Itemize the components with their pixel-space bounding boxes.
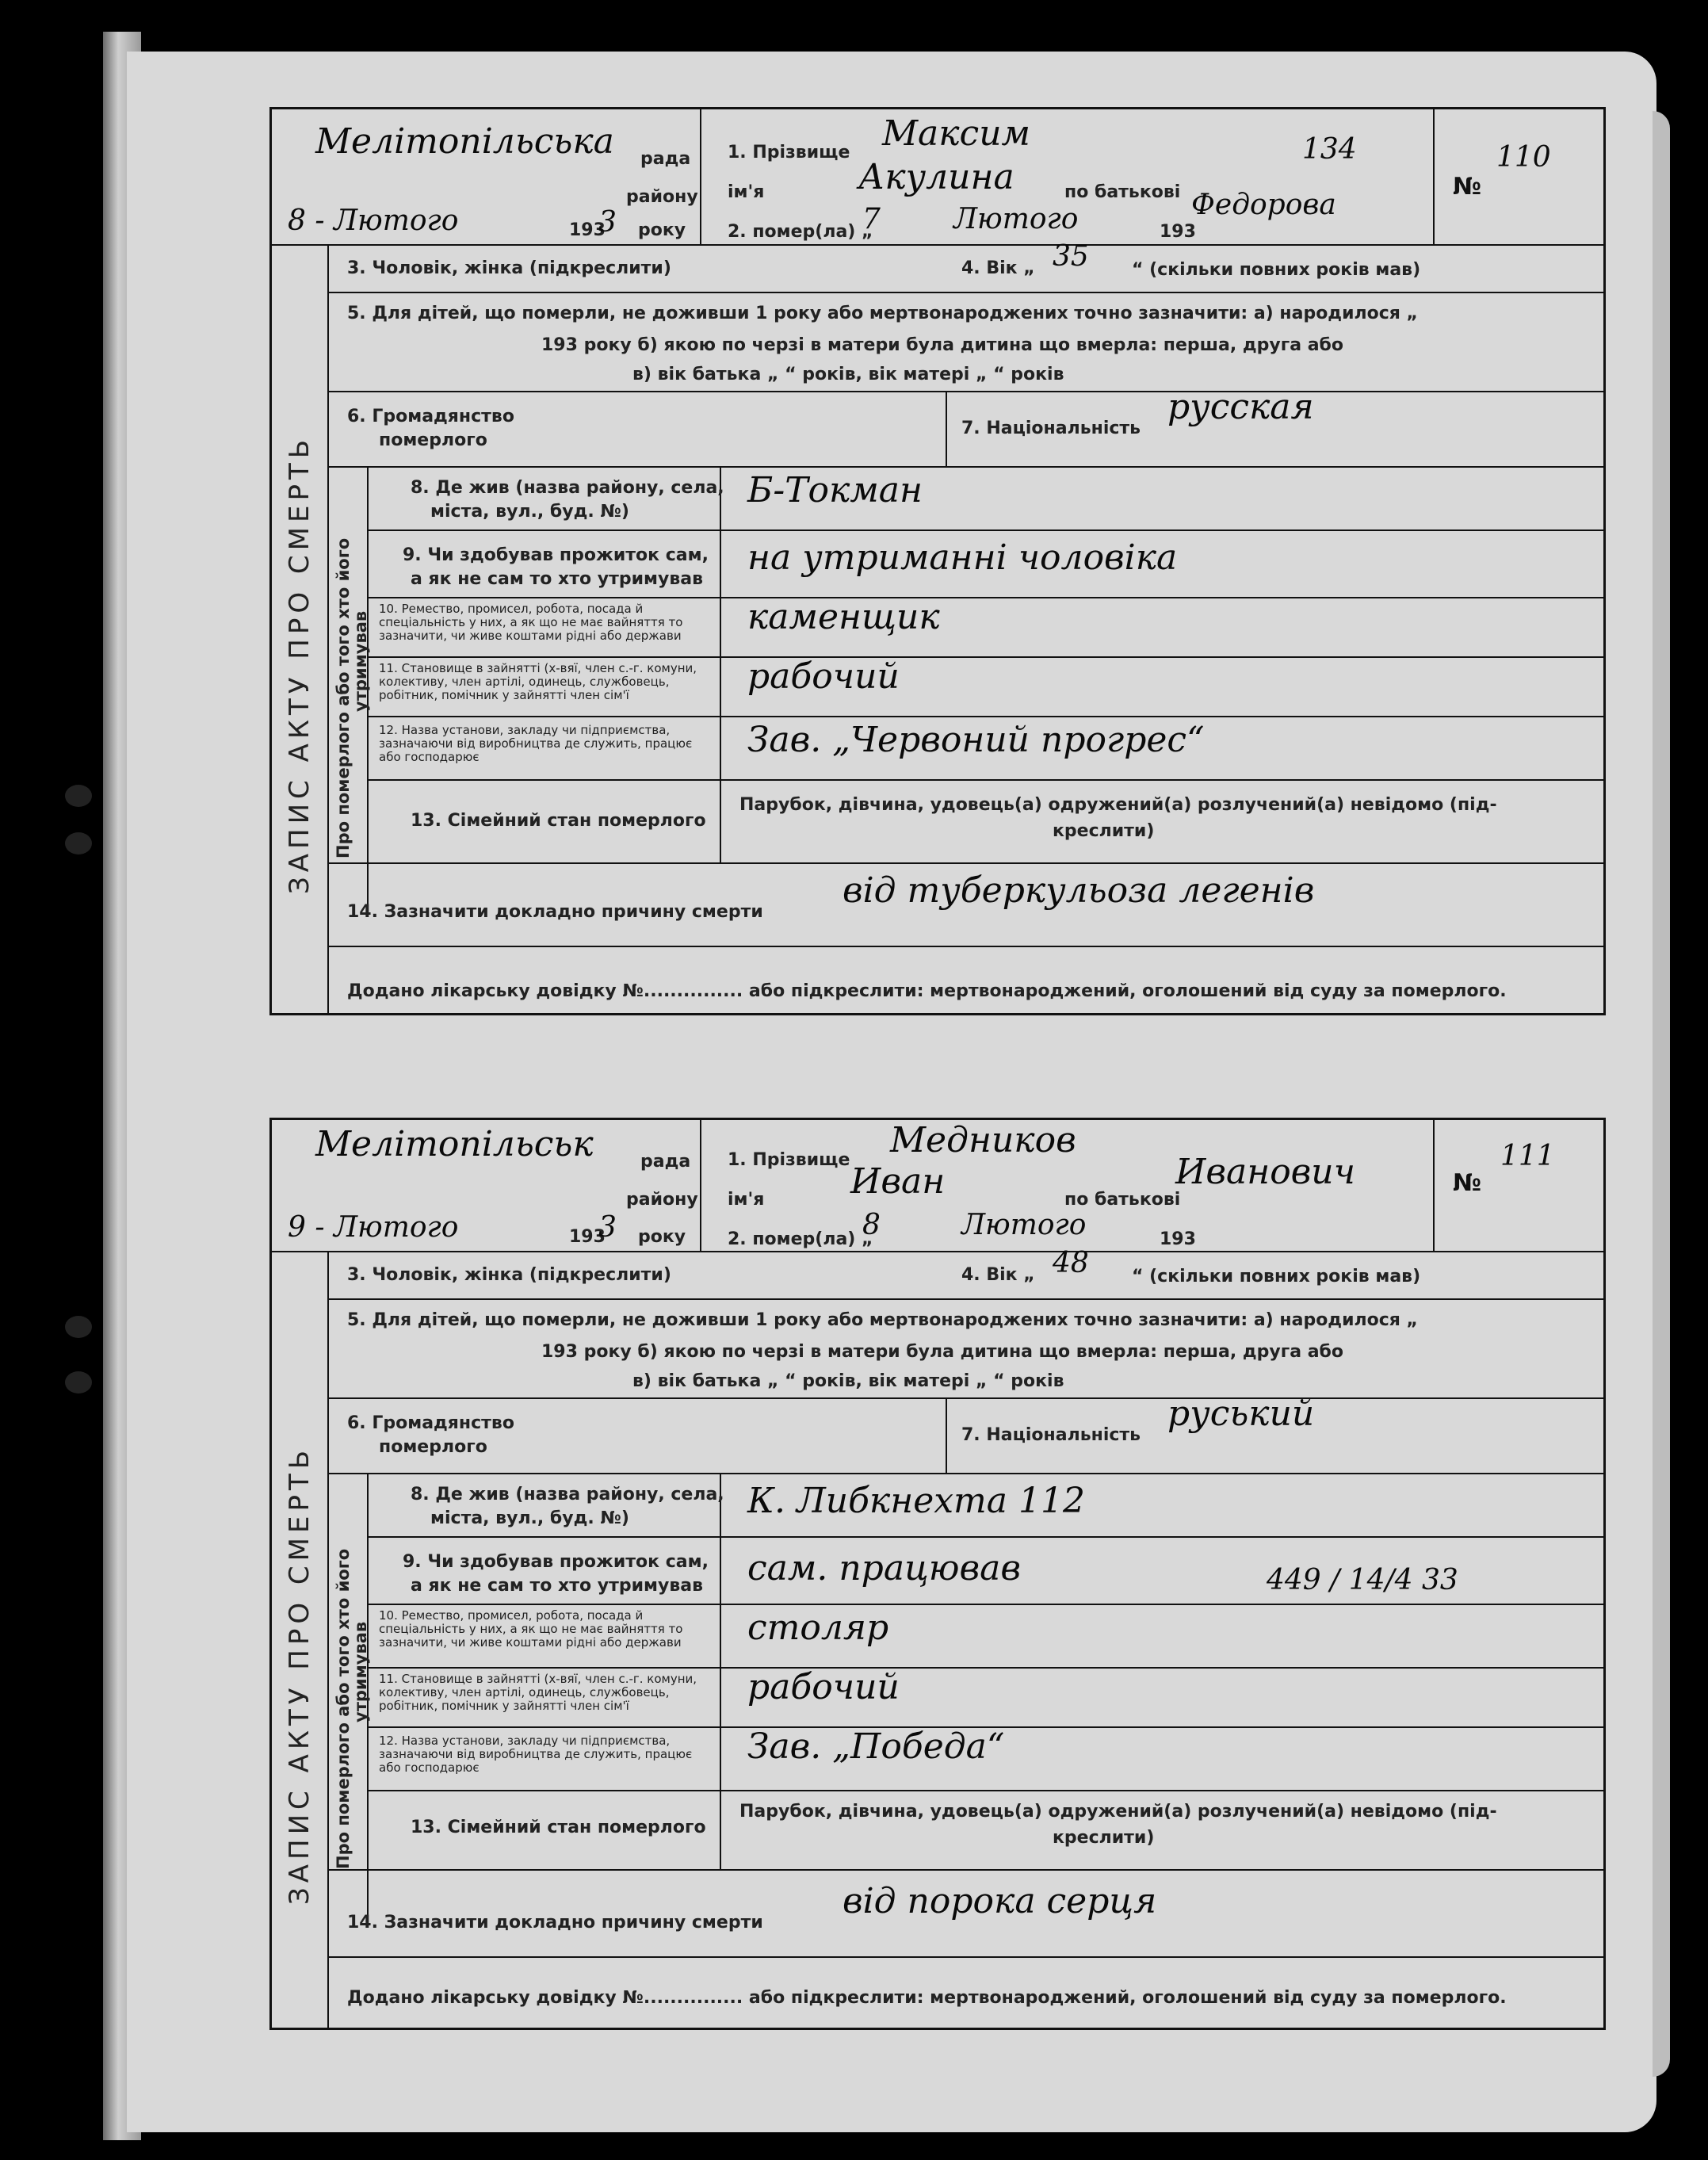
number-sign: № bbox=[1453, 173, 1482, 201]
field-14-label: 14. Зазначити докладно причину смерти bbox=[347, 1913, 763, 1933]
field-6-label-b: померлого bbox=[379, 1437, 487, 1457]
registration-year: 3 bbox=[598, 206, 617, 239]
page-edge bbox=[1653, 111, 1670, 2077]
registration-year: 3 bbox=[598, 1211, 617, 1244]
field-4-label: 4. Вік „ bbox=[961, 1265, 1035, 1285]
workplace-value: Зав. „Победа“ bbox=[747, 1726, 1005, 1767]
field-13-label: 13. Сімейний стан померлого bbox=[411, 811, 706, 831]
field-5-line2: 193 року б) якою по черзі в матери була дитина що вмерла: перша, друга або bbox=[541, 1342, 1344, 1362]
field-13-options: Парубок, дівчина, удовець(а) одружений(а) розлучений(а) невідомо (під- bbox=[739, 1802, 1497, 1822]
surname-label: 1. Прізвище bbox=[728, 1150, 850, 1170]
occupation-value: каменщик bbox=[747, 597, 940, 637]
side-subtitle-2: утримував bbox=[351, 1621, 370, 1722]
died-label: 2. помер(ла) „ bbox=[728, 1229, 873, 1249]
residence-value: Б-Токман bbox=[747, 470, 923, 510]
workplace-value: Зав. „Червоний прогрес“ bbox=[747, 720, 1205, 760]
footer-text: Додано лікарську довідку №............... або підкреслити: мертвонароджений, оголошений від суду за померлого. bbox=[347, 981, 1507, 1001]
roku-label: року bbox=[638, 1227, 686, 1247]
field-5-line3: в) вік батька „ “ років, вік матері „ “ років bbox=[632, 365, 1064, 384]
support-value: сам. працював bbox=[747, 1548, 1021, 1588]
name-value: Акулина bbox=[858, 157, 1014, 197]
position-value: рабочий bbox=[747, 656, 900, 697]
roku-label: року bbox=[638, 220, 686, 240]
residence-value: К. Либкнехта 112 bbox=[747, 1481, 1085, 1521]
patronymic-label: по батькові bbox=[1064, 182, 1181, 202]
name-label: ім'я bbox=[728, 1190, 765, 1210]
field-8-label-b: міста, вул., буд. №) bbox=[430, 1508, 629, 1528]
field-9-label-b: а як не сам то хто утримував bbox=[411, 569, 704, 589]
nationality-value: русская bbox=[1167, 387, 1314, 427]
side-subtitle-1: Про померлого або того хто його bbox=[334, 1548, 353, 1869]
surname-value: Медников bbox=[890, 1120, 1076, 1160]
field-12-label: 12. Назва установи, закладу чи підприємства, зазначаючи від виробництва де служить, працює або господарює bbox=[379, 1734, 693, 1775]
field-14-label: 14. Зазначити докладно причину смерти bbox=[347, 902, 763, 922]
raion-label: району bbox=[626, 187, 698, 207]
field-13-options: Парубок, дівчина, удовець(а) одружений(а) розлучений(а) невідомо (під- bbox=[739, 795, 1497, 815]
side-subtitle-1: Про померлого або того хто його bbox=[334, 537, 353, 858]
punch-hole bbox=[65, 832, 92, 854]
field-3-label: 3. Чоловік, жінка (підкреслити) bbox=[347, 258, 671, 278]
extra-mark: 449 / 14/4 33 bbox=[1267, 1564, 1458, 1596]
cause-value: від порока серця bbox=[843, 1881, 1157, 1921]
rada-value: Мелітопільська bbox=[315, 121, 614, 162]
occupation-value: столяр bbox=[747, 1608, 889, 1648]
extra-mark: 134 bbox=[1302, 133, 1357, 166]
field-9-label-a: 9. Чи здобував прожиток сам, bbox=[403, 1552, 709, 1572]
field-8-label-b: міста, вул., буд. №) bbox=[430, 502, 629, 522]
died-day: 7 bbox=[862, 203, 881, 235]
year-prefix: 193 bbox=[569, 1227, 606, 1247]
died-label: 2. помер(ла) „ bbox=[728, 222, 873, 242]
field-13-options-b: креслити) bbox=[1053, 1828, 1155, 1848]
died-day: 8 bbox=[862, 1209, 881, 1241]
field-7-label: 7. Національність bbox=[961, 1425, 1141, 1445]
name-value: Иван bbox=[850, 1161, 946, 1202]
field-6-label: 6. Громадянство bbox=[347, 407, 514, 426]
field-12-label: 12. Назва установи, закладу чи підприємства, зазначаючи від виробництва де служить, працює або господарює bbox=[379, 723, 693, 764]
field-9-label-a: 9. Чи здобував прожиток сам, bbox=[403, 545, 709, 565]
field-6-label: 6. Громадянство bbox=[347, 1413, 514, 1433]
raion-label: району bbox=[626, 1190, 698, 1210]
registration-date: 9 - Лютого bbox=[288, 1211, 459, 1244]
year-prefix: 193 bbox=[569, 220, 606, 240]
field-5-line1: 5. Для дітей, що померли, не доживши 1 року або мертвонароджених точно зазначити: а) народилося „ bbox=[347, 304, 1419, 323]
field-6-label-b: померлого bbox=[379, 430, 487, 450]
field-8-label-a: 8. Де жив (назва району, села, bbox=[411, 1485, 724, 1504]
punch-hole bbox=[65, 785, 92, 807]
field-10-label: 10. Ремество, промисел, робота, посада й спеціальність у них, а як що не має вайняття то зазначити, чи живе коштами рідні або держави bbox=[379, 1608, 683, 1650]
patronymic-value: Федорова bbox=[1191, 189, 1336, 221]
registration-date: 8 - Лютого bbox=[288, 205, 459, 237]
record-number: 111 bbox=[1500, 1140, 1555, 1172]
field-8-label-a: 8. Де жив (назва району, села, bbox=[411, 478, 724, 498]
field-5-line2: 193 року б) якою по черзі в матери була дитина що вмерла: перша, друга або bbox=[541, 335, 1344, 355]
patronymic-label: по батькові bbox=[1064, 1190, 1181, 1210]
punch-hole bbox=[65, 1316, 92, 1338]
surname-value: Максим bbox=[882, 113, 1031, 154]
number-sign: № bbox=[1453, 1169, 1482, 1197]
side-title: ЗАПИС АКТУ ПРО СМЕРТЬ bbox=[284, 1445, 315, 1905]
support-value: на утриманні чоловіка bbox=[747, 537, 1178, 578]
field-13-options-b: креслити) bbox=[1053, 821, 1155, 841]
position-value: рабочий bbox=[747, 1667, 900, 1707]
nationality-value: руський bbox=[1167, 1393, 1315, 1434]
record-number: 110 bbox=[1496, 141, 1551, 174]
rada-label: рада bbox=[640, 149, 691, 169]
side-title: ЗАПИС АКТУ ПРО СМЕРТЬ bbox=[284, 434, 315, 894]
field-11-label: 11. Становище в зайнятті (х-вяї, член с.-г. комуни, колективу, член артілі, одинець, службовець, робітник, помічник у зайнятті член сім'ї bbox=[379, 1672, 697, 1713]
rada-label: рада bbox=[640, 1152, 691, 1172]
age-value: 48 bbox=[1053, 1247, 1089, 1279]
death-record-form-1 bbox=[269, 107, 1606, 1015]
died-year-prefix: 193 bbox=[1160, 222, 1196, 242]
patronymic-value: Иванович bbox=[1175, 1152, 1356, 1192]
died-year-prefix: 193 bbox=[1160, 1229, 1196, 1249]
field-13-label: 13. Сімейний стан померлого bbox=[411, 1818, 706, 1837]
field-4-suffix: “ (скільки повних років мав) bbox=[1132, 1267, 1421, 1286]
rada-value: Мелітопільськ bbox=[315, 1124, 594, 1164]
field-11-label: 11. Становище в зайнятті (х-вяї, член с.-г. комуни, колективу, член артілі, одинець, службовець, робітник, помічник у зайнятті член сім'ї bbox=[379, 661, 697, 702]
field-4-label: 4. Вік „ bbox=[961, 258, 1035, 278]
died-month: Лютого bbox=[961, 1209, 1087, 1241]
field-5-line1: 5. Для дітей, що померли, не доживши 1 року або мертвонароджених точно зазначити: а) народилося „ bbox=[347, 1310, 1419, 1330]
field-9-label-b: а як не сам то хто утримував bbox=[411, 1576, 704, 1596]
field-3-label: 3. Чоловік, жінка (підкреслити) bbox=[347, 1265, 671, 1285]
footer-text: Додано лікарську довідку №............... або підкреслити: мертвонароджений, оголошений від суду за померлого. bbox=[347, 1988, 1507, 2008]
field-10-label: 10. Ремество, промисел, робота, посада й спеціальність у них, а як що не має вайняття то зазначити, чи живе коштами рідні або держави bbox=[379, 602, 683, 643]
field-5-line3: в) вік батька „ “ років, вік матері „ “ років bbox=[632, 1371, 1064, 1391]
age-value: 35 bbox=[1053, 240, 1089, 273]
cause-value: від туберкульоза легенів bbox=[843, 870, 1315, 911]
punch-hole bbox=[65, 1371, 92, 1393]
field-7-label: 7. Національність bbox=[961, 419, 1141, 438]
surname-label: 1. Прізвище bbox=[728, 143, 850, 162]
name-label: ім'я bbox=[728, 182, 765, 202]
death-record-form-2 bbox=[269, 1118, 1606, 2030]
died-month: Лютого bbox=[953, 203, 1079, 235]
side-subtitle-2: утримував bbox=[351, 610, 370, 712]
field-4-suffix: “ (скільки повних років мав) bbox=[1132, 260, 1421, 280]
